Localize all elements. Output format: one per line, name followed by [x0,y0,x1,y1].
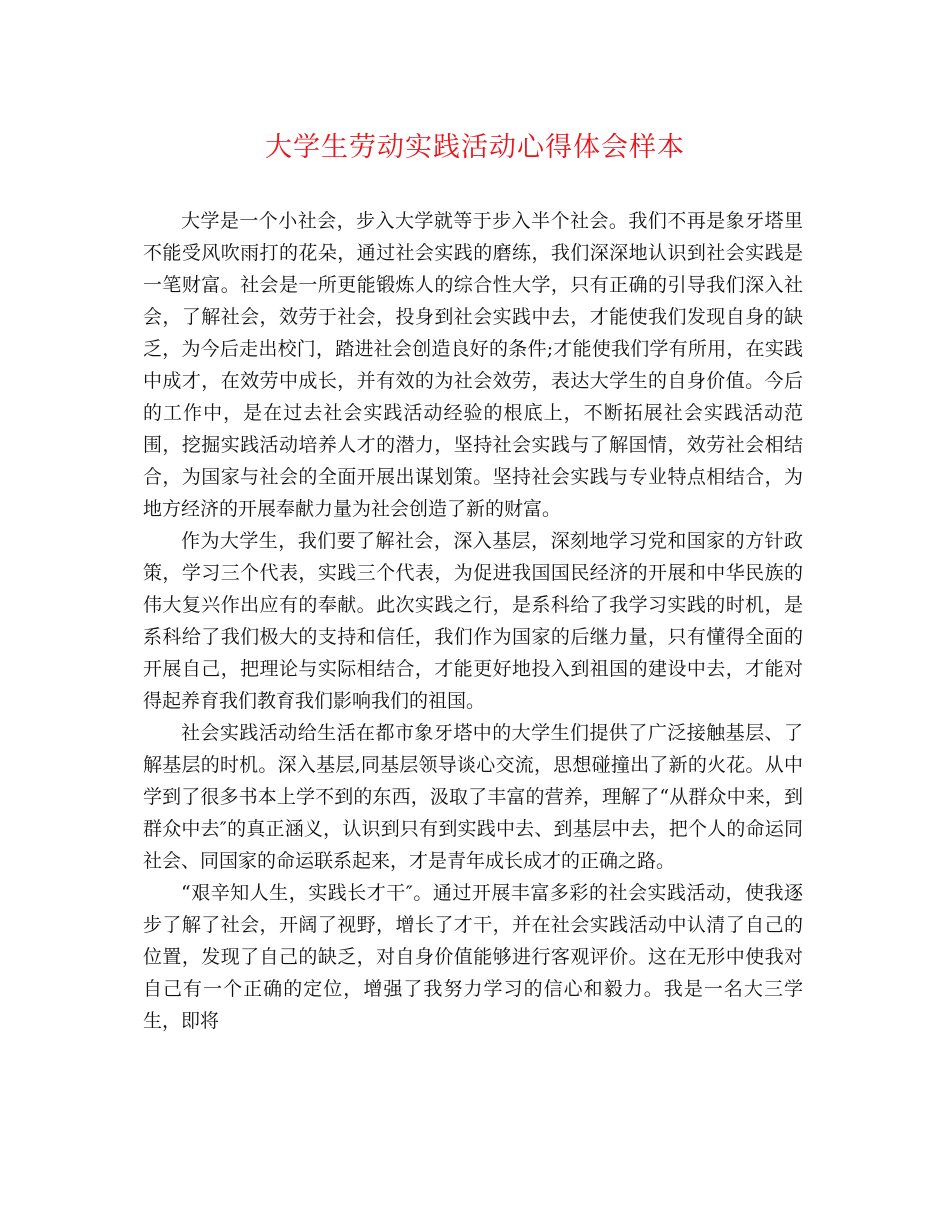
paragraph-4: “艰辛知人生，实践长才干″。通过开展丰富多彩的社会实践活动，使我逐步了解了社会，开阔了视野，增长了才干，并在社会实践活动中认清了自己的位置，发现了自己的缺乏，对自身价值能够进行客观评价。这在无形中使我对自己有一个正确的定位，增强了我努力学习的信心和毅力。我是一名大三学生，即将 [143,882,803,1032]
document-body [143,205,803,1037]
paragraph-3: 社会实践活动给生活在都市象牙塔中的大学生们提供了广泛接触基层、了解基层的时机。深入基层,同基层领导谈心交流，思想碰撞出了新的火花。从中学到了很多书本上学不到的东西，汲取了丰富的营养，理解了“从群众中来，到群众中去″的真正涵义，认识到只有到实践中去、到基层中去，把个人的命运同社会、同国家的命运联系起来，才是青年成长成才的正确之路。 [143,722,803,872]
document-title: 大学生劳动实践活动心得体会样本 [265,132,685,163]
paragraph-1: 大学是一个小社会，步入大学就等于步入半个社会。我们不再是象牙塔里不能受风吹雨打的花朵，通过社会实践的磨练，我们深深地认识到社会实践是一笔财富。社会是一所更能锻炼人的综合性大学，只有正确的引导我们深入社会，了解社会，效劳于社会，投身到社会实践中去，才能使我们发现自身的缺乏，为今后走出校门，踏进社会创造良好的条件;才能使我们学有所用，在实践中成才，在效劳中成长，并有效的为社会效劳，表达大学生的自身价值。今后的工作中，是在过去社会实践活动经验的根底上，不断拓展社会实践活动范围，挖掘实践活动培养人才的潜力，坚持社会实践与了解国情，效劳社会相结合，为国家与社会的全面开展出谋划策。坚持社会实践与专业特点相结合，为地方经济的开展奉献力量为社会创造了新的财富。 [143,210,803,520]
paragraph-2: 作为大学生，我们要了解社会，深入基层，深刻地学习党和国家的方针政策，学习三个代表，实践三个代表，为促进我国国民经济的开展和中华民族的伟大复兴作出应有的奉献。此次实践之行，是系科给了我学习实践的时机，是系科给了我们极大的支持和信任，我们作为国家的后继力量，只有懂得全面的开展自己，把理论与实际相结合，才能更好地投入到祖国的建设中去，才能对得起养育我们教育我们影响我们的祖国。 [143,530,803,712]
